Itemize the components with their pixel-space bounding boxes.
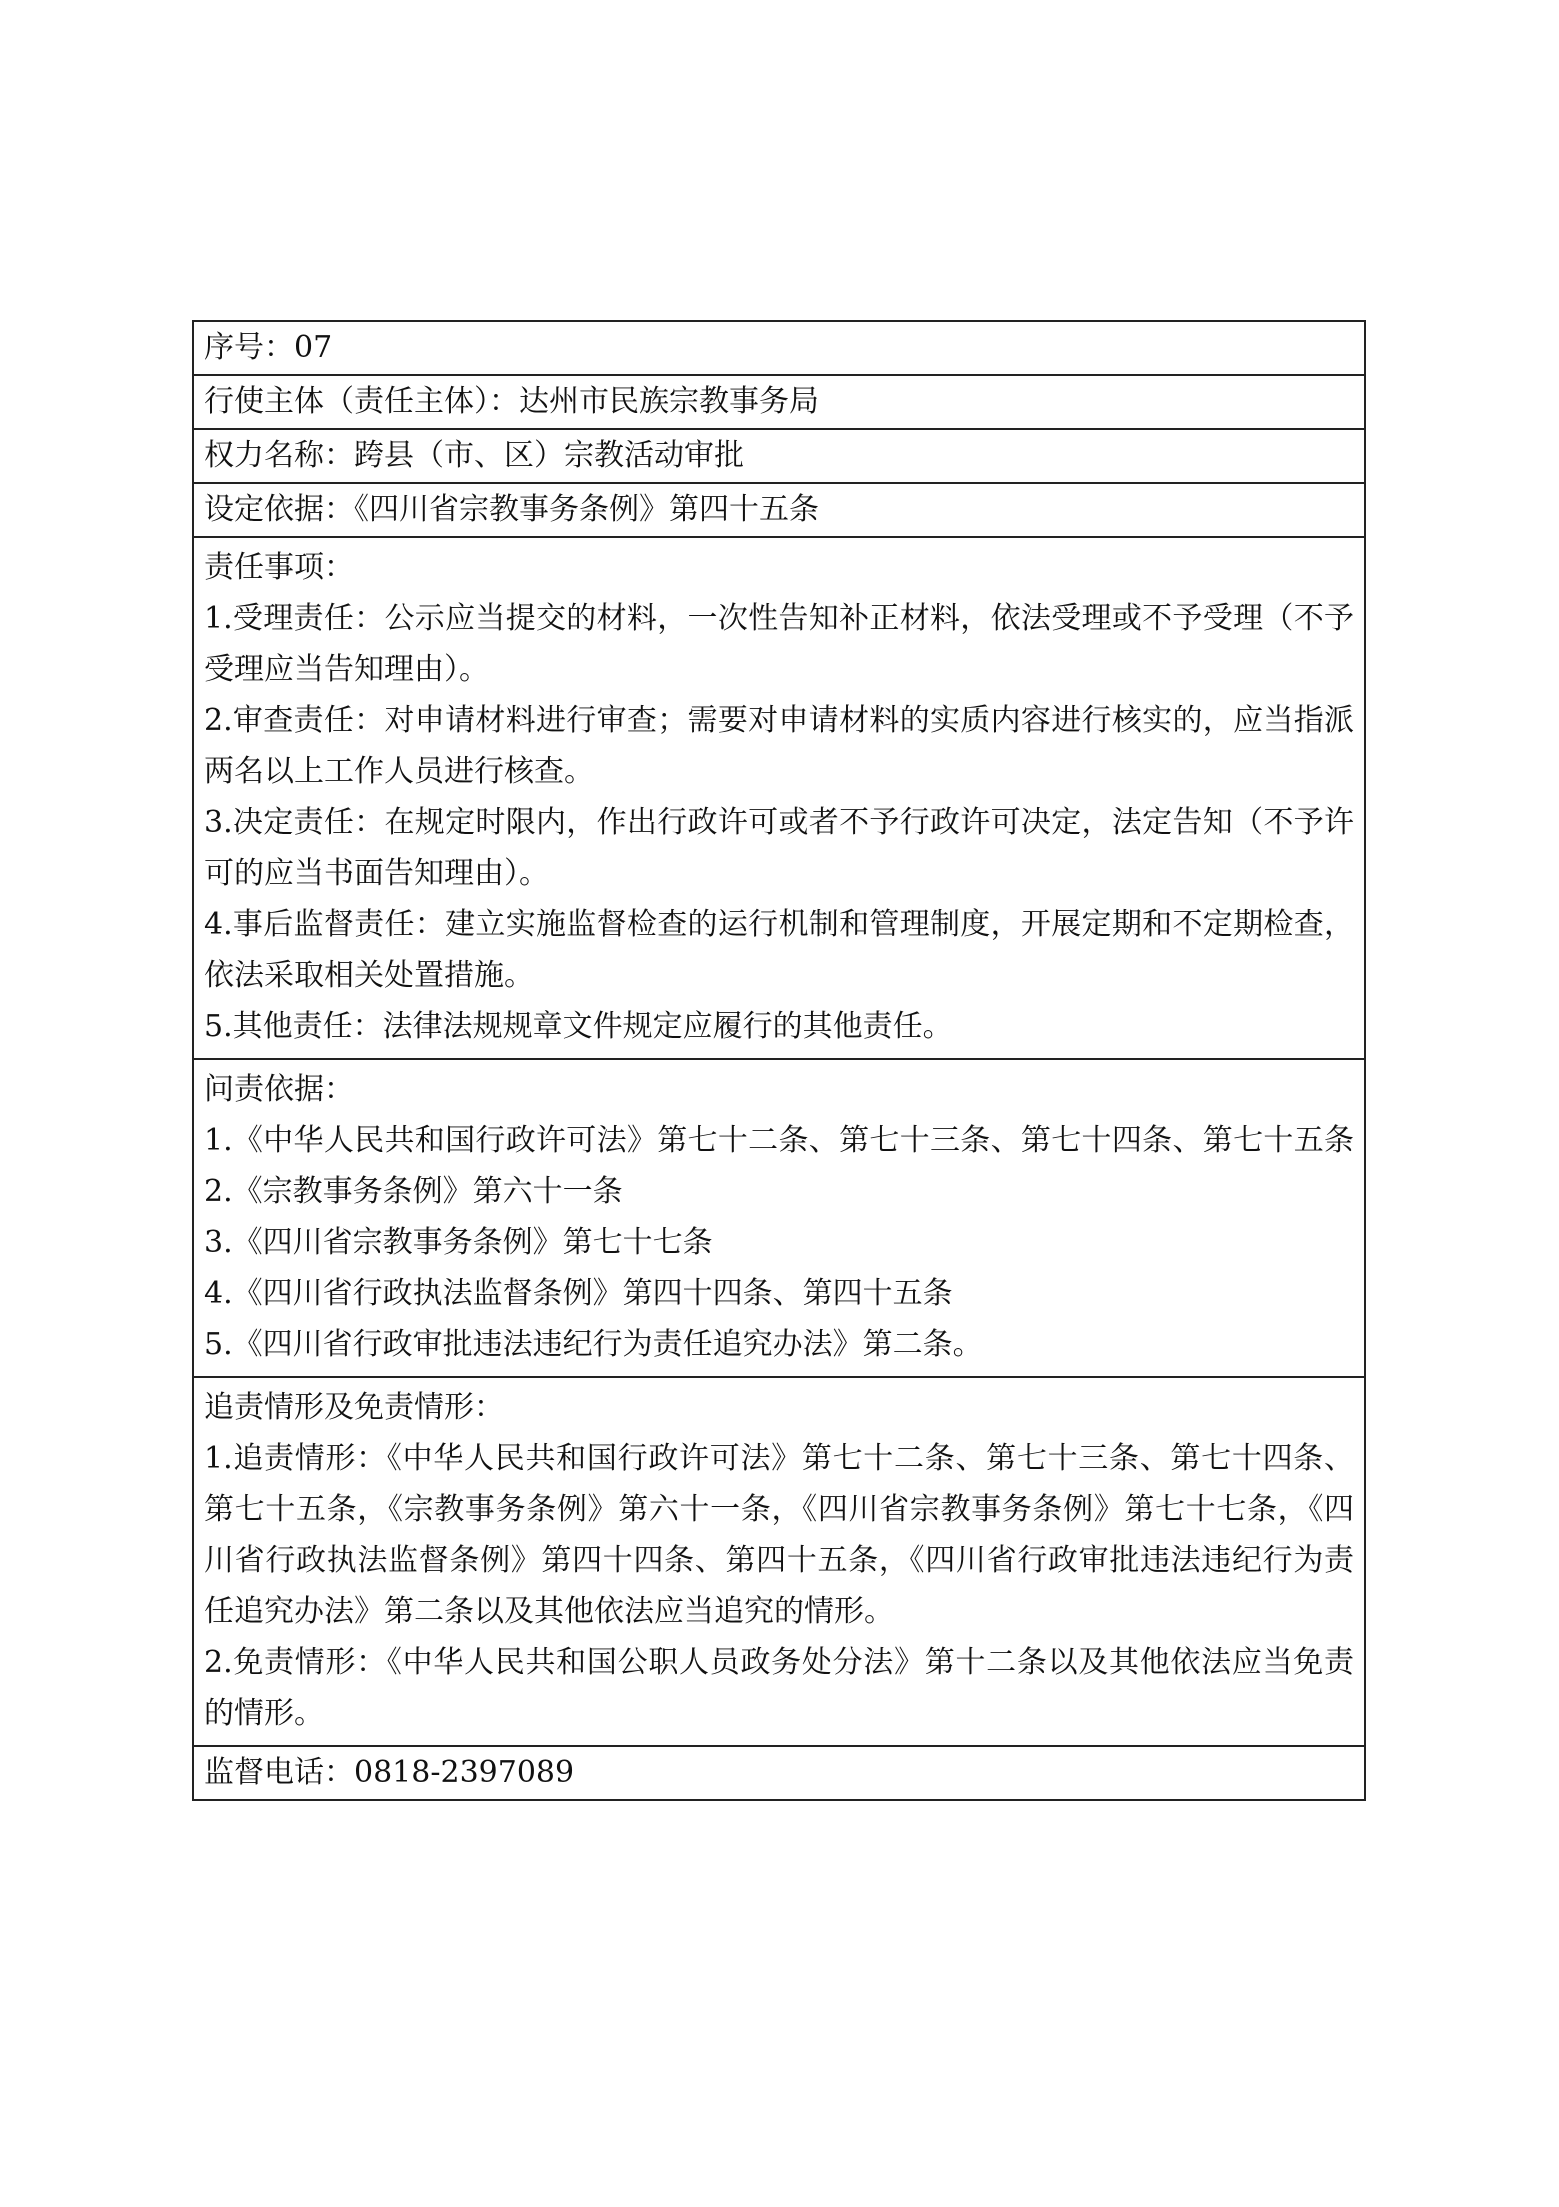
- liability-item: 2.免责情形：《中华人民共和国公职人员政务处分法》第十二条以及其他依法应当免责的情形。: [204, 1645, 1354, 1731]
- legal-basis: 设定依据：《四川省宗教事务条例》第四十五条: [193, 483, 1365, 537]
- accountability-title: 问责依据：: [204, 1072, 354, 1107]
- accountability-item: 1.《中华人民共和国行政许可法》第七十二条、第七十三条、第七十四条、第七十五条 2.《宗教事务条例》第六十一条: [204, 1123, 1354, 1209]
- basis-row: [193, 483, 1365, 537]
- accountability-item: 4.《四川省行政执法监督条例》第四十四条、第四十五条: [204, 1276, 953, 1311]
- responsibility-item: 1.受理责任：公示应当提交的材料，一次性告知补正材料，依法受理或不予受理（不予受理应当告知理由）。: [204, 601, 1354, 687]
- responsibility-table: [192, 320, 1366, 1801]
- supervision-phone: 监督电话：0818-2397089: [193, 1746, 1365, 1800]
- responsibilities-title: 责任事项：: [204, 550, 354, 585]
- accountability-item: 5.《四川省行政审批违法违纪行为责任追究办法》第二条。: [204, 1327, 983, 1362]
- responsibility-item: 3.决定责任：在规定时限内，作出行政许可或者不予行政许可决定，法定告知（不予许可的应当书面告知理由）。: [204, 805, 1354, 891]
- responsibilities-cell: [193, 537, 1365, 1059]
- executing-subject: 行使主体（责任主体）：达州市民族宗教事务局: [193, 375, 1365, 429]
- subject-row: [193, 375, 1365, 429]
- power-name-row: [193, 429, 1365, 483]
- responsibility-item: 5.其他责任：法律法规规章文件规定应履行的其他责任。: [204, 1009, 953, 1044]
- accountability-row: [193, 1059, 1365, 1377]
- responsibility-item: 2.审查责任：对申请材料进行审查；需要对申请材料的实质内容进行核实的，应当指派两名以上工作人员进行核查。: [204, 703, 1354, 789]
- serial-number: 序号：07: [193, 321, 1365, 375]
- liability-title: 追责情形及免责情形：: [204, 1390, 504, 1425]
- liability-item: 1.追责情形：《中华人民共和国行政许可法》第七十二条、第七十三条、第七十四条、第七十五条，《宗教事务条例》第六十一条，《四川省宗教事务条例》第七十七条，《四川省行政执法监督条例》第四十四条、第四十五条，《四川省行政审批违法违纪行为责任追究办法》第二条以及其他依法应当追究的情形。: [204, 1441, 1354, 1629]
- power-name: 权力名称：跨县（市、区）宗教活动审批: [193, 429, 1365, 483]
- liability-cell: [193, 1377, 1365, 1746]
- responsibilities-row: [193, 537, 1365, 1059]
- responsibility-item: 4.事后监督责任：建立实施监督检查的运行机制和管理制度，开展定期和不定期检查，依法采取相关处置措施。: [204, 907, 1354, 993]
- liability-row: [193, 1377, 1365, 1746]
- accountability-cell: [193, 1059, 1365, 1377]
- phone-row: [193, 1746, 1365, 1800]
- serial-row: [193, 321, 1365, 375]
- accountability-item: 3.《四川省宗教事务条例》第七十七条: [204, 1225, 713, 1260]
